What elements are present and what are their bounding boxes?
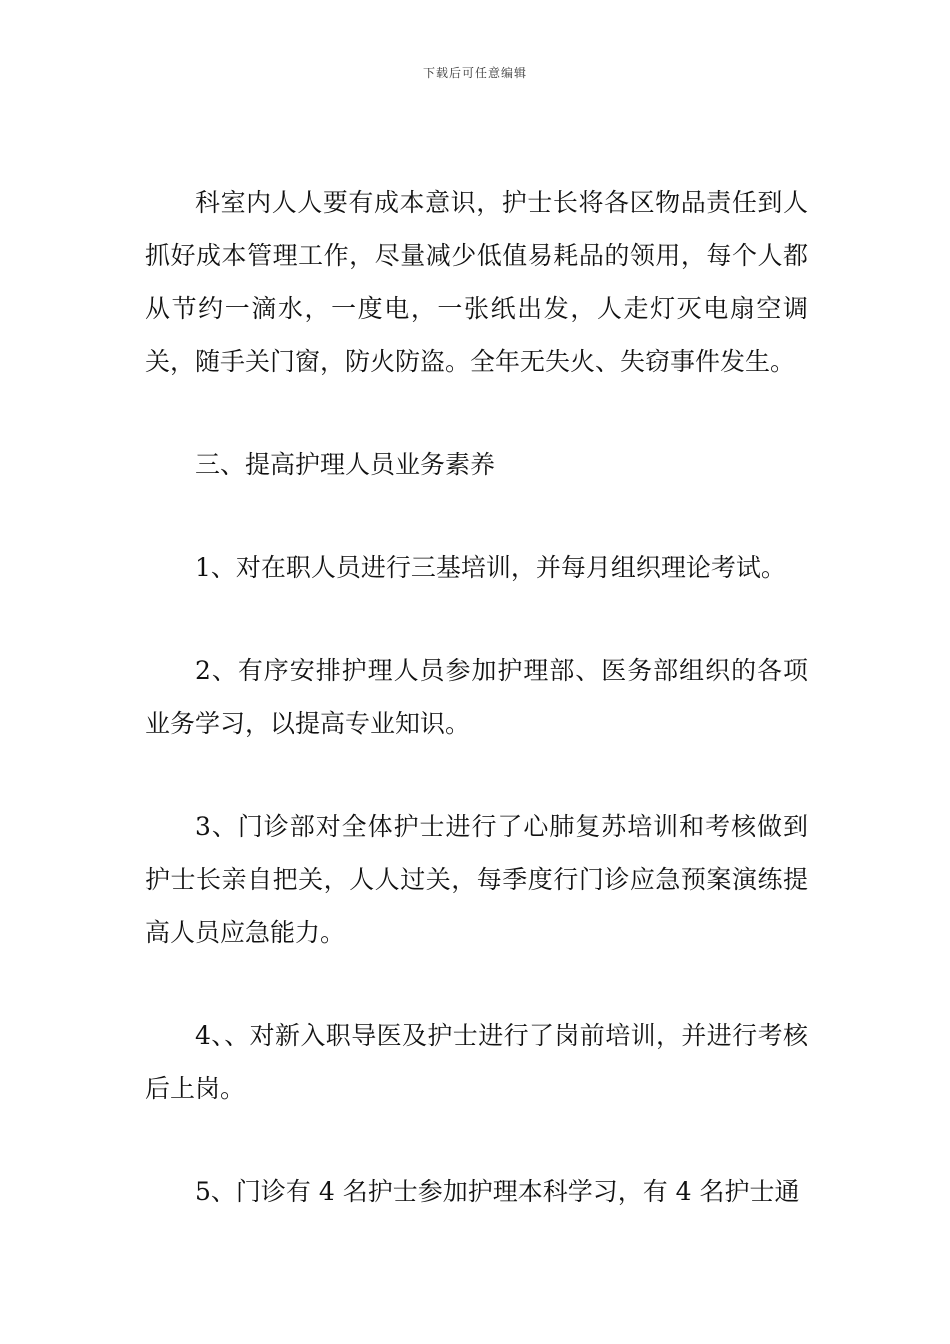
paragraph-cost-awareness: 科室内人人要有成本意识，护士长将各区物品责任到人抓好成本管理工作，尽量减少低值易耗品的领用，每个人都从节约一滴水，一度电，一张纸出发，人走灯灭电扇空调关，随手关门窗，防火防盗。全年无失火、失窃事件发生。 [145, 188, 808, 376]
document-body [145, 176, 808, 1218]
section-heading-3: 三、提高护理人员业务素养 [195, 450, 496, 479]
list-item-2: 2、有序安排护理人员参加护理部、医务部组织的各项业务学习，以提高专业知识。 [145, 656, 808, 738]
list-item-5: 5、门诊有 4 名护士参加护理本科学习，有 4 名护士通 [195, 1177, 800, 1206]
page-header-note: 下载后可任意编辑 [422, 66, 527, 80]
list-item-4: 4、、对新入职导医及护士进行了岗前培训，并进行考核后上岗。 [145, 1021, 808, 1103]
list-item-3: 3、门诊部对全体护士进行了心肺复苏培训和考核做到护士长亲自把关，人人过关，每季度行门诊应急预案演练提高人员应急能力。 [145, 812, 808, 947]
list-item-1: 1、对在职人员进行三基培训，并每月组织理论考试。 [195, 553, 786, 582]
